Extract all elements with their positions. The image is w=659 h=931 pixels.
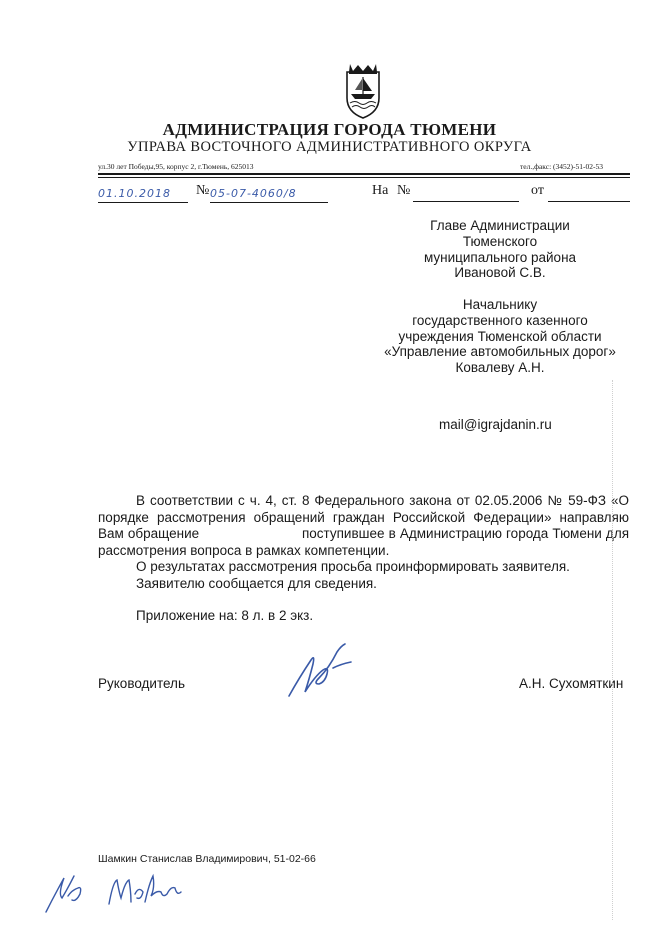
recipient-line: «Управление автомобильных дорог» [384,344,616,360]
signatory-role: Руководитель [98,676,185,691]
outgoing-number: 05-07-4060/8 [210,187,297,200]
organization-phone: тел.,факс: (3452)-51-02-53 [520,162,604,171]
recipient-line: учреждения Тюменской области [398,328,602,344]
recipient-line: Начальнику [462,296,538,312]
recipient-email: mail@igrajdanin.ru [439,417,552,432]
reply-number-sign: № [397,183,411,198]
organization-address: ул.30 лет Победы,95, корпус 2, г.Тюмень, 625013 [98,162,254,171]
organization-title: АДМИНИСТРАЦИЯ ГОРОДА ТЮМЕНИ [162,120,497,139]
letterhead-rule-thin [98,177,630,178]
body-paragraph-inform: О результатах рассмотрения просьба проинформировать заявителя. [136,559,570,574]
reply-date-field [548,184,630,202]
organization-subtitle: УПРАВА ВОСТОЧНОГО АДМИНИСТРАТИВНОГО ОКРУГА [127,139,532,155]
city-coat-of-arms [341,60,385,120]
outgoing-number-sign: № [196,183,210,198]
recipient-spacer [380,281,620,297]
executor-contact: Шамкин Станислав Владимирович, 51-02-66 [98,853,316,865]
body-attachment: Приложение на: 8 л. в 2 экз. [136,608,314,623]
scan-fold-line [612,380,613,920]
recipients-block [380,218,620,376]
recipient-line: Тюменского [462,233,538,249]
handwritten-signature [285,638,355,702]
handwritten-visa-mark [38,866,98,916]
recipient-line: Ивановой С.В. [454,265,546,281]
recipient-line: Ковалеву А.Н. [455,360,545,376]
outgoing-date-field [98,184,188,203]
recipient-line: муниципального района [423,249,577,265]
recipient-line: государственного казенного [412,312,588,328]
letterhead-rule-thick [98,173,630,175]
signatory-name: А.Н. Сухомяткин [519,676,624,691]
handwritten-initials [105,868,185,910]
outgoing-number-field [210,184,328,203]
outgoing-date: 01.10.2018 [98,187,171,200]
body-paragraph-main: В соответствии с ч. 4, ст. 8 Федерального закона от 02.05.2006 № 59-ФЗ «О порядке рассмотрения обращений граждан Российской Федерации» направляю Вам обращение поступившее в Администрацию города Тюмени для рассмотрения вопроса в рамках компетенции. [98,493,633,558]
reply-label: На [372,183,389,198]
body-paragraph-notice: Заявителю сообщается для сведения. [136,575,377,591]
reply-date-label: от [531,183,544,198]
letter-body [98,493,633,625]
recipient-line: Главе Администрации [430,218,570,233]
reply-number-field [413,184,519,202]
